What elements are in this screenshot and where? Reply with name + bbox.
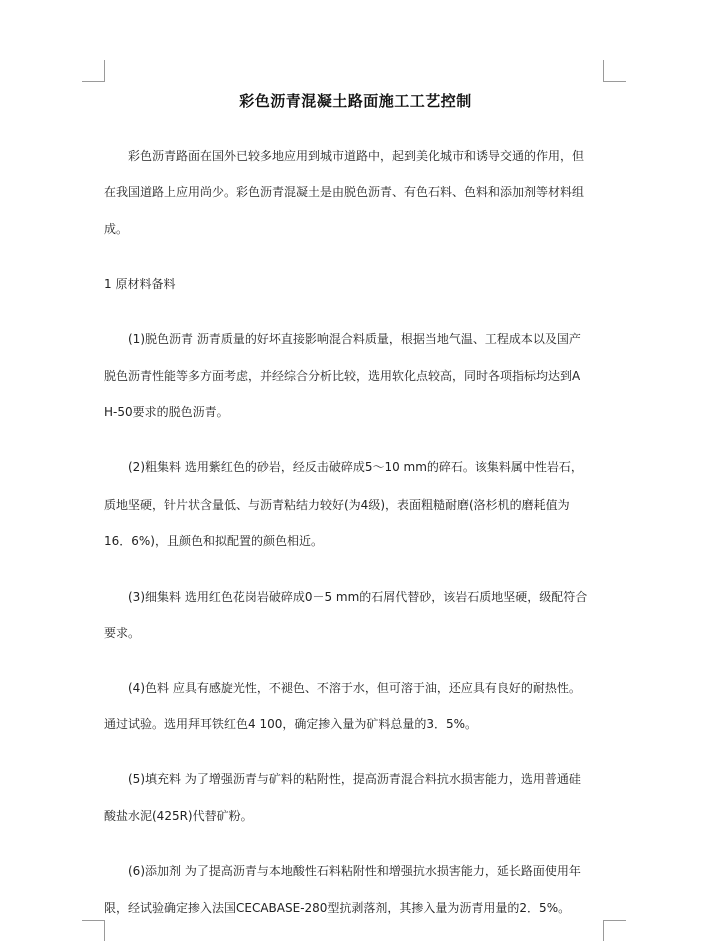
item-1-line-3: H-50要求的脱色沥青。 <box>104 405 229 419</box>
item-2-line-1: (2)粗集料 选用紫红色的砂岩，经反击破碎成5～10 mm的碎石。该集料属中性岩石， <box>128 460 583 474</box>
intro-line-3: 成。 <box>104 222 129 236</box>
item-1-line-1: (1)脱色沥青 沥青质量的好坏直接影响混合料质量，根据当地气温、工程成本以及国产 <box>128 332 581 346</box>
intro-line-1: 彩色沥青路面在国外已较多地应用到城市道路中，起到美化城市和诱导交通的作用，但 <box>128 149 585 163</box>
section-heading: 1 原材料备料 <box>104 277 176 291</box>
document-title: 彩色沥青混凝土路面施工工艺控制 <box>239 92 472 110</box>
item-4-line-1: (4)色料 应具有感旋光性，不褪色、不溶于水，但可溶于油，还应具有良好的耐热性。 <box>128 681 581 695</box>
item-3-line-1: (3)细集料 选用红色花岗岩破碎成0－5 mm的石屑代替砂，该岩石质地坚硬，级配符合 <box>128 590 588 604</box>
crop-mark-bottom-left-horizontal <box>82 920 105 921</box>
item-2-line-3: 16．6%)，且颜色和拟配置的颜色相近。 <box>104 534 323 548</box>
crop-mark-top-left-horizontal <box>82 81 105 82</box>
crop-mark-bottom-left-vertical <box>104 920 105 941</box>
crop-mark-top-left-vertical <box>104 60 105 82</box>
item-2-line-2: 质地坚硬，针片状含量低、与沥青粘结力较好(为4级)，表面粗糙耐磨(洛杉机的磨耗值为 <box>104 498 570 512</box>
crop-mark-top-right-horizontal <box>603 81 626 82</box>
item-6-line-1: (6)添加剂 为了提高沥青与本地酸性石料粘附性和增强抗水损害能力，延长路面使用年 <box>128 864 581 878</box>
item-5-line-2: 酸盐水泥(425R)代替矿粉。 <box>104 809 253 823</box>
crop-mark-top-right-vertical <box>603 60 604 82</box>
intro-line-2: 在我国道路上应用尚少。彩色沥青混凝土是由脱色沥青、有色石料、色料和添加剂等材料组 <box>104 185 585 199</box>
item-4-line-2: 通过试验。选用拜耳铁红色4 100，确定掺入量为矿料总量的3．5%。 <box>104 717 478 731</box>
item-3-line-2: 要求。 <box>104 626 141 640</box>
item-1-line-2: 脱色沥青性能等多方面考虑，并经综合分析比较，选用软化点较高，同时各项指标均达到A <box>104 369 581 383</box>
crop-mark-bottom-right-horizontal <box>603 920 626 921</box>
crop-mark-bottom-right-vertical <box>603 920 604 941</box>
item-5-line-1: (5)填充料 为了增强沥青与矿料的粘附性，提高沥青混合料抗水损害能力，选用普通硅 <box>128 772 581 786</box>
item-6-line-2: 限，经试验确定掺入法国CECABASE-280型抗剥落剂，其掺入量为沥青用量的2．5%。 <box>104 901 571 915</box>
